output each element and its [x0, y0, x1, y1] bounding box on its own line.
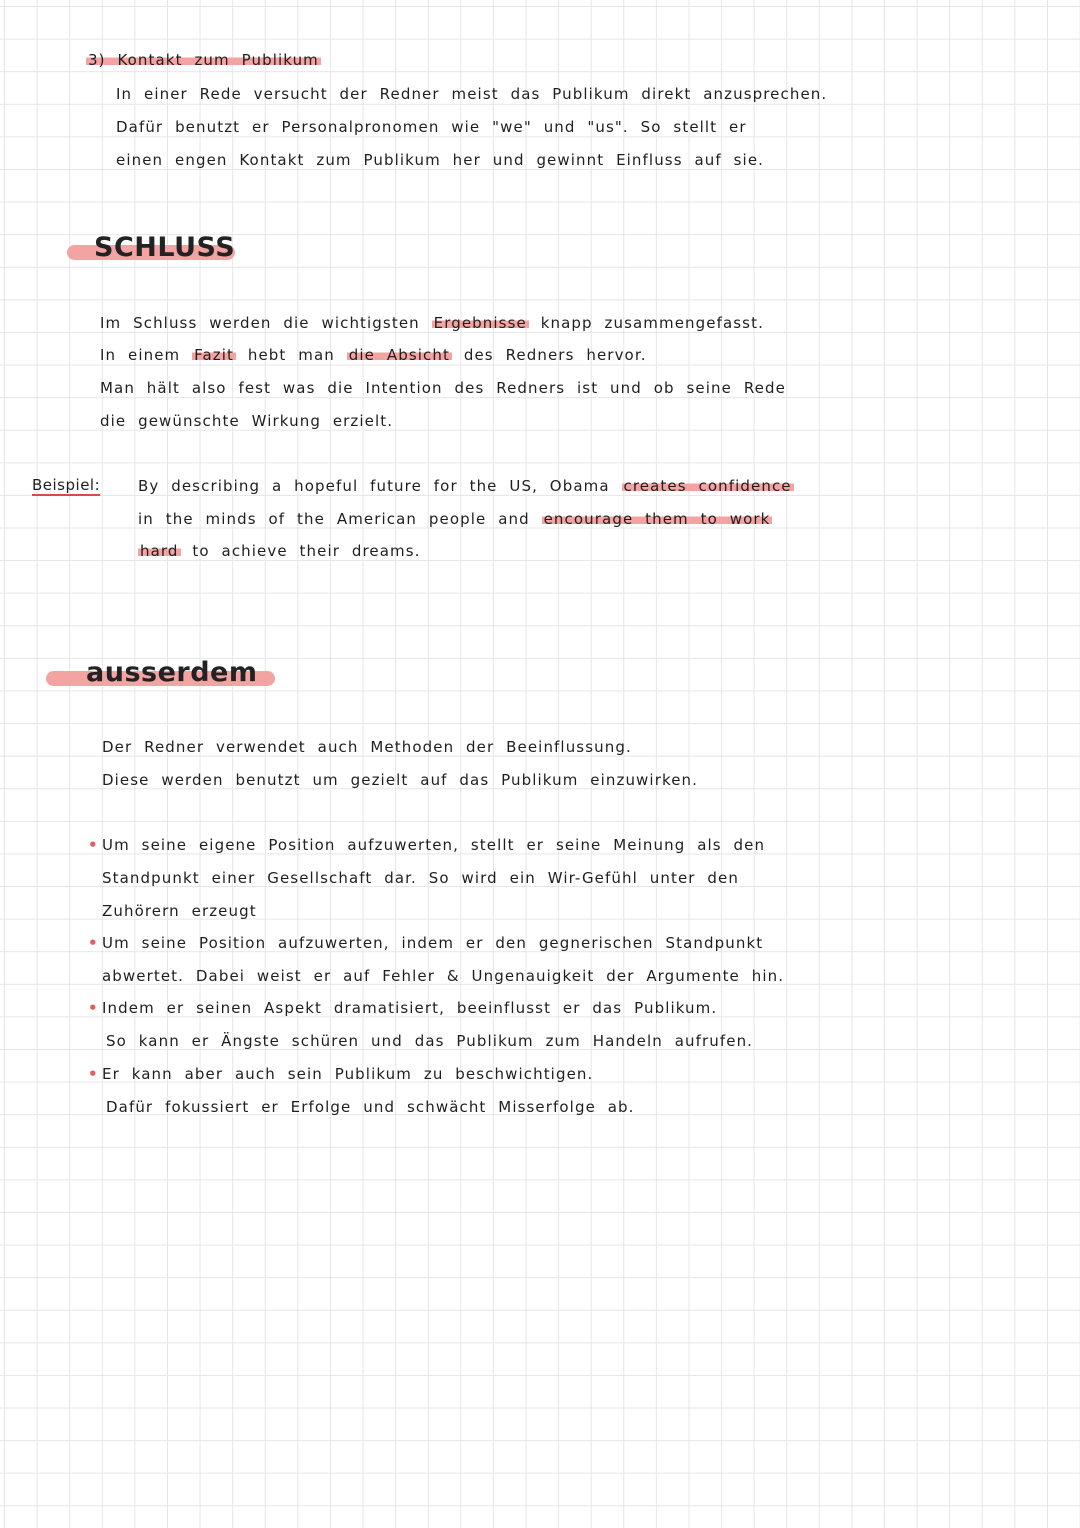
- bullet-1-text-1: Um seine eigene Position aufzuwerten, stellt er seine Meinung als den: [102, 836, 766, 854]
- bullet-1-line-3: Zuhörern erzeugt: [102, 902, 257, 920]
- section-3-title-highlight: 3) Kontakt zum Publikum: [88, 51, 319, 69]
- bullet-4-line-1: [88, 1064, 593, 1084]
- beispiel-highlight-creates-confidence: creates confidence: [623, 477, 792, 495]
- bullet-4-line-2: Dafür fokussiert er Erfolge und schwächt Misserfolge ab.: [106, 1098, 635, 1116]
- bullet-2-line-1: [88, 933, 763, 953]
- bullet-1-line-1: [88, 835, 765, 855]
- section-3-line-2: Dafür benutzt er Personalpronomen wie "we" und "us". So stellt er: [116, 118, 747, 136]
- schluss-highlight-absicht: die Absicht: [348, 346, 450, 364]
- beispiel-line-3: [138, 541, 421, 561]
- section-3-line-3: einen engen Kontakt zum Publikum her und gewinnt Einfluss auf sie.: [116, 151, 765, 169]
- schluss-line-1: [100, 313, 764, 333]
- beispiel-line-3-b: to achieve their dreams.: [192, 542, 421, 560]
- schluss-heading: SCHLUSS: [94, 232, 236, 263]
- schluss-line-1-b: knapp zusammengefasst.: [540, 314, 764, 332]
- schluss-line-1-a: Im Schluss werden die wichtigsten: [100, 314, 420, 332]
- schluss-line-4: die gewünschte Wirkung erzielt.: [100, 412, 394, 430]
- schluss-highlight-ergebnisse: Ergebnisse: [433, 314, 527, 332]
- bullet-2-line-2: abwertet. Dabei weist er auf Fehler & Ungenauigkeit der Argumente hin.: [102, 967, 785, 985]
- bullet-dot-icon: •: [88, 836, 99, 854]
- beispiel-highlight-encourage: encourage them to work: [543, 510, 771, 528]
- beispiel-line-1-a: By describing a hopeful future for the US, Obama: [138, 477, 610, 495]
- schluss-line-2: [100, 345, 647, 365]
- bullet-dot-icon: •: [88, 1065, 99, 1083]
- bullet-dot-icon: •: [88, 999, 99, 1017]
- beispiel-line-2: [138, 509, 772, 529]
- bullet-4-text-1: Er kann aber auch sein Publikum zu beschwichtigen.: [102, 1065, 594, 1083]
- section-3-title: [86, 50, 321, 70]
- beispiel-label: Beispiel:: [32, 476, 101, 494]
- schluss-line-2-b: hebt man: [247, 346, 335, 364]
- section-3-line-1: In einer Rede versucht der Redner meist das Publikum direkt anzusprechen.: [116, 85, 828, 103]
- beispiel-highlight-hard: hard: [140, 542, 179, 560]
- schluss-highlight-fazit: Fazit: [194, 346, 234, 364]
- schluss-line-3: Man hält also fest was die Intention des Redners ist und ob seine Rede: [100, 379, 786, 397]
- bullet-2-text-1: Um seine Position aufzuwerten, indem er den gegnerischen Standpunkt: [102, 934, 764, 952]
- bullet-3-line-2: So kann er Ängste schüren und das Publikum zum Handeln aufrufen.: [106, 1032, 754, 1050]
- schluss-line-2-c: des Redners hervor.: [463, 346, 647, 364]
- ausserdem-intro-2: Diese werden benutzt um gezielt auf das Publikum einzuwirken.: [102, 771, 699, 789]
- bullet-1-line-2: Standpunkt einer Gesellschaft dar. So wird ein Wir-Gefühl unter den: [102, 869, 739, 887]
- ausserdem-heading: ausserdem: [86, 657, 258, 688]
- bullet-3-text-1: Indem er seinen Aspekt dramatisiert, beeinflusst er das Publikum.: [102, 999, 718, 1017]
- beispiel-line-2-a: in the minds of the American people and: [138, 510, 530, 528]
- ausserdem-intro-1: Der Redner verwendet auch Methoden der Beeinflussung.: [102, 738, 632, 756]
- bullet-3-line-1: [88, 998, 717, 1018]
- bullet-dot-icon: •: [88, 934, 99, 952]
- beispiel-line-1: [138, 476, 794, 496]
- schluss-line-2-a: In einem: [100, 346, 181, 364]
